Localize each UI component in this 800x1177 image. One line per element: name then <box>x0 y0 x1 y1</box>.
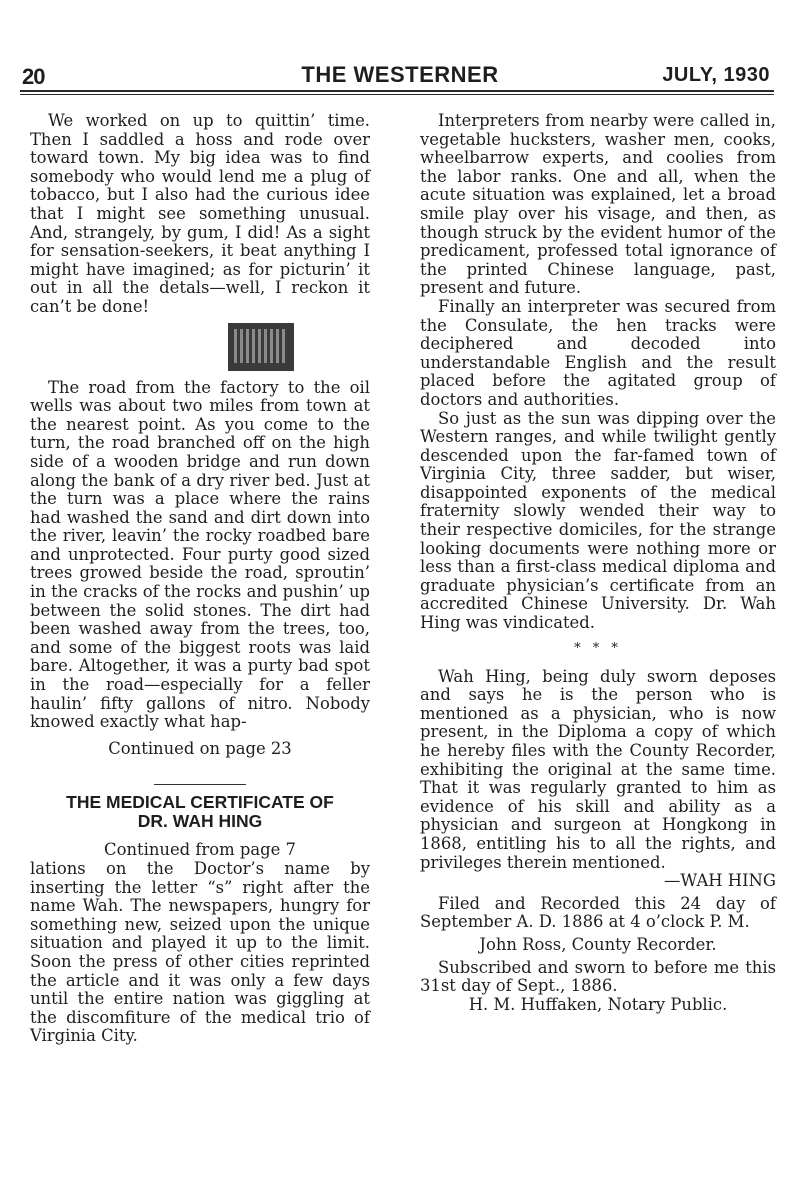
left-column <box>30 112 370 1046</box>
notary-signature: H. M. Huffaken, Notary Public. <box>468 994 728 1014</box>
continued-note: Continued on page 23 <box>108 738 292 758</box>
article-paragraph: So just as the sun was dipping over the Western ranges, and while twilight gently descended upon the far-famed town of Virginia City, three sadder, but wiser, disappointed exponents of the medical fraternity slowly wended their way to their respective domiciles, for the strange looking documents were nothing more or less than a first-class medical diploma and graduate physician’s certificate from an accredited Chinese University. Dr. Wah Hing was vindicated. <box>420 408 776 633</box>
page-header <box>0 62 800 98</box>
right-column <box>420 112 776 1014</box>
header-rule-thin <box>20 94 774 95</box>
section-stars: * * * <box>574 640 622 656</box>
section-divider <box>154 784 246 785</box>
article-headline-line2: DR. WAH HING <box>137 811 263 832</box>
story-paragraph: We worked on up to quittin’ time. Then I saddled a hoss and rode over toward town. My big idea was to find somebody who would lend me a plug of tobacco, but I also had the curious idee that I might see something unusual. And, strangely, by gum, I did! As a sight for sensation-seekers, it beat anything I might have imagined; as for picturin’ it out in all the detals—well, I reckon it can’t be done! <box>30 111 370 316</box>
article-headline: THE MEDICAL CERTIFICATE OF <box>66 792 334 813</box>
article-paragraph: Finally an interpreter was secured from the Consulate, the hen tracks were deciphered and decoded into understandable English and the result placed before the agitated group of doctors and authorities. <box>420 296 776 409</box>
header-rule <box>20 90 774 92</box>
affidavit-paragraph: Wah Hing, being duly sworn deposes and says he is the person who is mentioned as a physician, who is now present, in the Diploma a copy of which he hereby files with the County Recorder, exhibiting the original at the same time. That it was regularly granted to him as evidence of his skill and ability as a physician and surgeon at Hongkong in 1868, entitling his to all the rights, and privileges therein mentioned. <box>420 666 776 872</box>
story-paragraph: The road from the factory to the oil wells was about two miles from town at the nearest point. As you come to the turn, the road branched off on the high side of a wooden bridge and run down along the bank of a dry river bed. Just at the turn was a place where the rains had washed the sand and dirt down into the river, leavin’ the rocky roadbed bare and unprotected. Four purty good sized trees growed beside the road, sproutin’ in the cracks of the rocks and pushin’ up between the solid stones. The dirt had been washed away from the trees, too, and some of the biggest roots was laid bare. Altogether, it was a purty bad spot in the road—especially for a feller haulin’ fifty gallons of nitro. Nobody knowed exactly what hap- <box>30 377 370 732</box>
factory-photo <box>228 323 294 371</box>
article-paragraph: lations on the Doctor’s name by inserting the letter “s” right after the name Wah. The newspapers, hungry for something new, seized upon the unique situation and played it up to the limit. Soon the press of other cities reprinted the article and it was only a few days until the entire nation was giggling at the discomfiture of the medical trio of Virginia City. <box>30 859 370 1046</box>
recorder-signature: John Ross, County Recorder. <box>479 934 717 954</box>
subscription-note: Subscribed and sworn to before me this 31st day of Sept., 1886. <box>420 957 776 996</box>
page-number: 20 <box>22 64 45 89</box>
affidavit-signature: —WAH HING <box>664 871 776 891</box>
issue-date: JULY, 1930 <box>662 64 770 86</box>
article-paragraph: Interpreters from nearby were called in, vegetable hucksters, washer men, cooks, wheelbarrow experts, and coolies from the labor ranks. One and all, when the acute situation was explained, let a broad smile play over his visage, and then, as though struck by the evident humor of the predicament, professed total ignorance of the printed Chinese language, past, present and future. <box>420 111 776 298</box>
magazine-title: THE WESTERNER <box>301 62 499 87</box>
continued-from-note: Continued from page 7 <box>104 840 296 860</box>
filing-note: Filed and Recorded this 24 day of September A. D. 1886 at 4 o’clock P. M. <box>420 893 776 932</box>
